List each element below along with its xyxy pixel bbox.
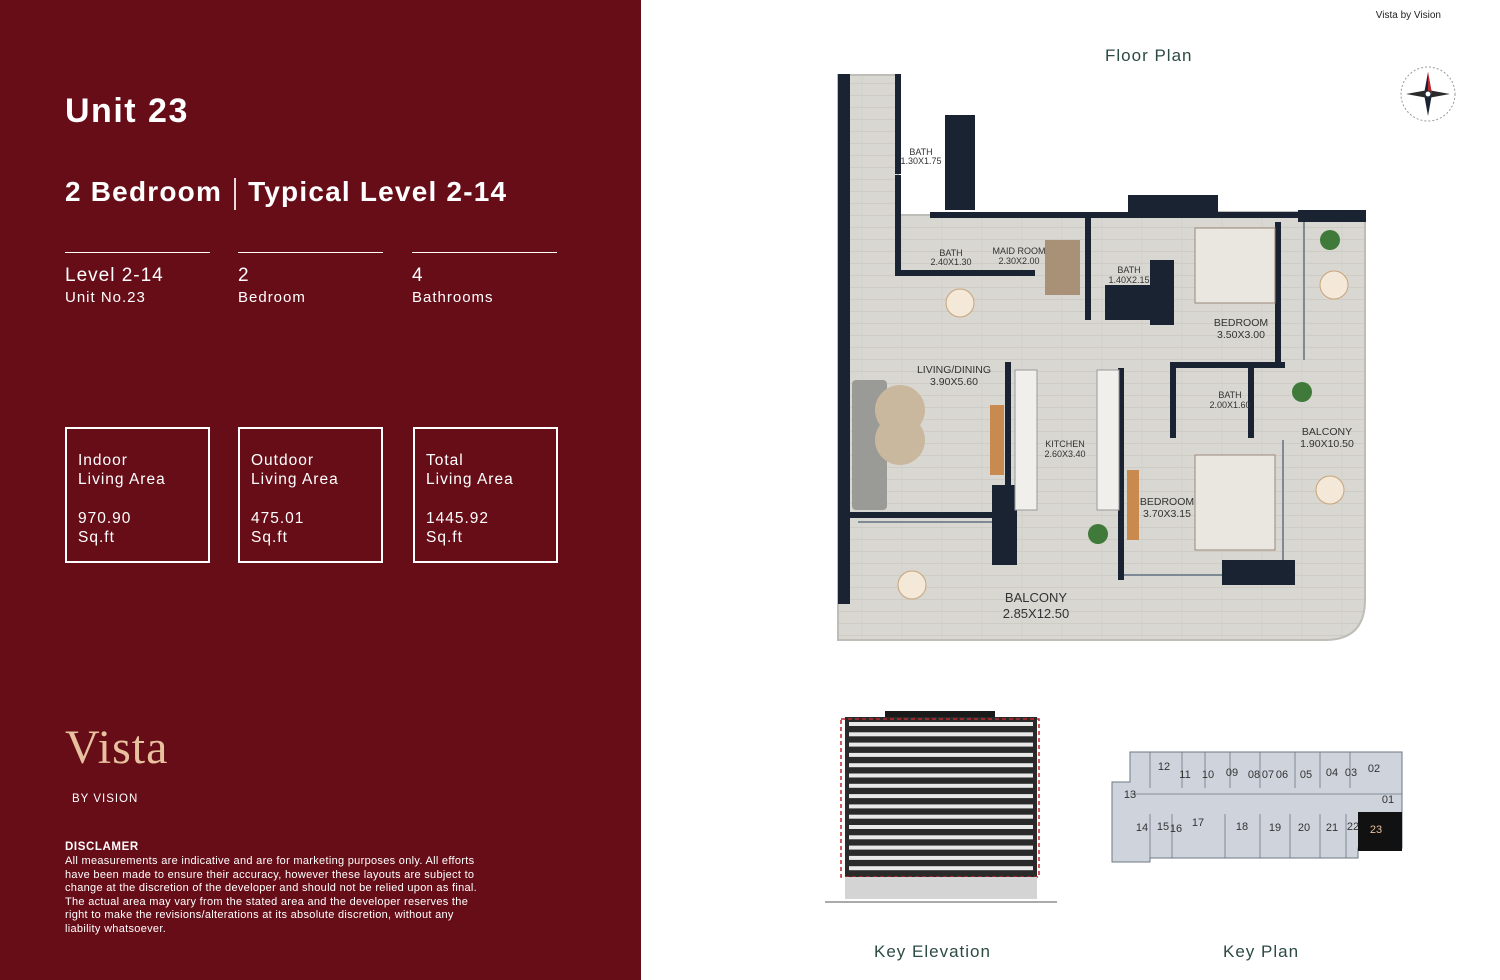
room-bedroom1-dim: 3.50X3.00 (1217, 329, 1265, 341)
unit-label: 15 (1156, 821, 1170, 833)
unit-label: 07 (1261, 769, 1275, 781)
stat-bathrooms (412, 252, 557, 306)
elevation-floor-band (849, 794, 1033, 798)
disclaimer-line: have been made to ensure their accuracy, however these layouts are subject to (65, 868, 475, 881)
room-bath4-name: BATH (1218, 390, 1242, 400)
total-area-box (413, 427, 558, 563)
indoor-area-box (65, 427, 210, 563)
room-kitchen-name: KITCHEN (1045, 439, 1085, 449)
stat-bedrooms (238, 252, 383, 306)
elevation-floor-band (849, 846, 1033, 850)
outdoor-area-box (238, 427, 383, 563)
area-value: 475.01 (251, 510, 305, 527)
area-unit: Sq.ft (78, 529, 115, 546)
elevation-floor-band (849, 835, 1033, 839)
area-value: 1445.92 (426, 510, 490, 527)
room-living-dim: 3.90X5.60 (930, 376, 978, 388)
area-unit: Sq.ft (251, 529, 288, 546)
area-unit: Sq.ft (426, 529, 463, 546)
room-balcony-bottom-dim: 2.85X12.50 (1002, 606, 1070, 621)
stat-value: 2 (238, 265, 250, 286)
elevation-floor-band (849, 722, 1033, 726)
room-bedroom2-name: BEDROOM (1139, 496, 1195, 508)
unit-label: 21 (1325, 822, 1339, 834)
room-bath1-dim: 1.30X1.75 (900, 156, 942, 166)
room-balcony-right-name: BALCONY (1301, 426, 1353, 438)
unit-label: 09 (1225, 767, 1239, 779)
unit-title: Unit 23 (65, 92, 189, 130)
room-kitchen-dim: 2.60X3.40 (1044, 449, 1086, 459)
elevation-floor-band (849, 825, 1033, 829)
disclaimer-text (65, 855, 540, 936)
stat-value: Level 2-14 (65, 265, 164, 286)
area-label: Indoor (78, 452, 128, 469)
area-label: Total (426, 452, 464, 469)
key-elevation-title: Key Elevation (874, 942, 991, 961)
room-living-name: LIVING/DINING (916, 364, 992, 376)
elevation-floor-band (849, 743, 1033, 747)
area-label: Living Area (251, 471, 339, 488)
stat-label: Unit No.23 (65, 289, 146, 306)
unit-label: 16 (1169, 823, 1183, 835)
unit-label: 18 (1235, 821, 1249, 833)
room-maid-name: MAID ROOM (992, 246, 1046, 256)
room-bath3-dim: 1.40X2.15 (1108, 275, 1150, 285)
room-bath1-name: BATH (909, 147, 933, 157)
stat-level (65, 252, 210, 306)
stat-label: Bathrooms (412, 289, 494, 306)
unit-label: 20 (1297, 822, 1311, 834)
corner-brand: Vista by Vision (1375, 10, 1441, 21)
level-type: Typical Level 2-14 (248, 176, 508, 207)
room-maid-dim: 2.30X2.00 (998, 256, 1040, 266)
area-label: Living Area (78, 471, 166, 488)
area-label: Outdoor (251, 452, 315, 469)
unit-info-panel (0, 0, 641, 980)
room-bedroom2-dim: 3.70X3.15 (1143, 508, 1191, 520)
unit-label: 17 (1191, 817, 1205, 829)
elevation-floor-band (849, 804, 1033, 808)
key-elevation-building (825, 708, 1057, 908)
unit-label: 06 (1275, 769, 1289, 781)
area-label: Living Area (426, 471, 514, 488)
unit-label: 02 (1367, 763, 1381, 775)
room-balcony-right-dim: 1.90X10.50 (1300, 438, 1354, 450)
elevation-floor-band (849, 866, 1033, 870)
room-bath3-name: BATH (1117, 265, 1141, 275)
unit-label: 01 (1381, 794, 1395, 806)
disclaimer-heading: DISCLAMER (65, 841, 139, 853)
stat-label: Bedroom (238, 289, 306, 306)
disclaimer-line: right to make the revisions/alterations at its absolute discretion, without any (65, 909, 454, 921)
compass-icon (1398, 64, 1458, 124)
unit-label: 19 (1268, 822, 1282, 834)
disclaimer-line: liability whatsoever. (65, 922, 167, 935)
brand-byline: BY VISION (72, 793, 139, 805)
elevation-floor-band (849, 815, 1033, 819)
unit-subtitle (65, 176, 507, 210)
key-plan-map (1110, 748, 1406, 866)
elevation-floor-band (849, 753, 1033, 757)
bedroom-type: 2 Bedroom (65, 176, 223, 207)
elevation-floor-band (849, 784, 1033, 788)
floor-plan-title: Floor Plan (1105, 46, 1193, 65)
room-bath2-name: BATH (939, 248, 963, 258)
unit-label: 05 (1299, 769, 1313, 781)
unit-label: 10 (1201, 769, 1215, 781)
elevation-floor-band (849, 732, 1033, 736)
stat-value: 4 (412, 265, 424, 286)
room-balcony-bottom-name: BALCONY (1004, 590, 1068, 605)
key-plan-title: Key Plan (1223, 942, 1300, 961)
unit-label: 11 (1179, 769, 1191, 781)
unit-label: 13 (1123, 789, 1137, 801)
unit-label: 04 (1325, 767, 1339, 779)
area-value: 970.90 (78, 510, 132, 527)
disclaimer-line: change at the discretion of the developer and should not be relied upon as final. (65, 882, 478, 894)
elevation-floor-band (849, 763, 1033, 767)
unit-label: 22 (1346, 821, 1360, 833)
floor-plan (830, 70, 1375, 650)
unit-label: 14 (1135, 822, 1149, 834)
unit-label-highlighted: 23 (1369, 824, 1383, 836)
disclaimer-line: The actual area may vary from the stated area and the developer reserves the (65, 895, 469, 908)
brand-logo: Vista (65, 721, 169, 774)
disclaimer-line: All measurements are indicative and are for marketing purposes only. All efforts (65, 855, 475, 867)
subtitle-divider (234, 178, 236, 210)
room-bath4-dim: 2.00X1.60 (1209, 400, 1251, 410)
elevation-floor-band (849, 774, 1033, 778)
unit-label: 12 (1157, 761, 1171, 773)
room-bath2-dim: 2.40X1.30 (930, 257, 972, 267)
unit-label: 03 (1344, 767, 1358, 779)
unit-label: 08 (1247, 769, 1261, 781)
elevation-floor-band (849, 856, 1033, 860)
room-bedroom1-name: BEDROOM (1213, 317, 1269, 329)
